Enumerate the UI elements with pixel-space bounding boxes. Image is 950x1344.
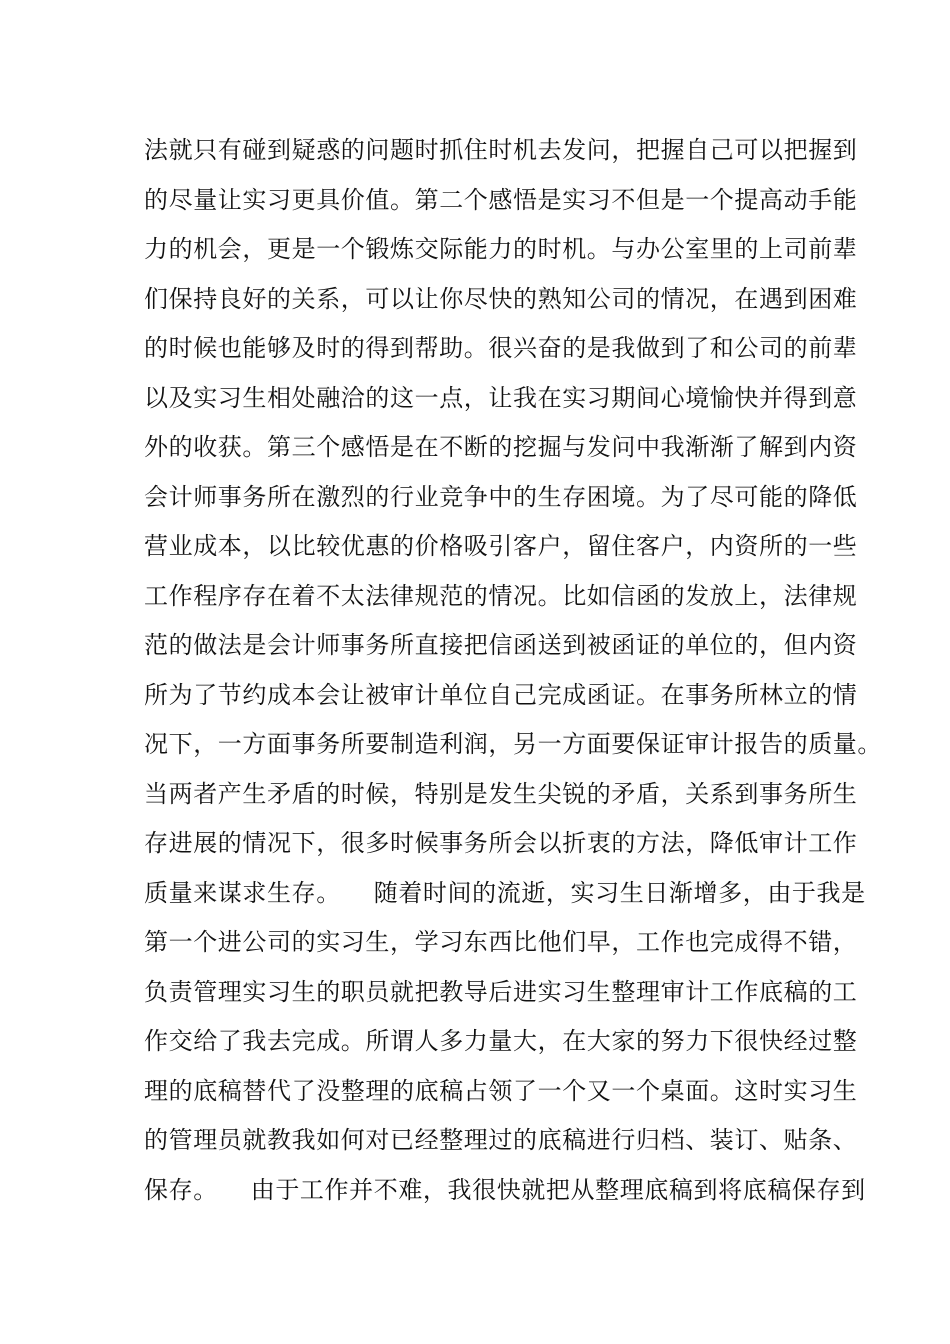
text-line: 的尽量让实习更具价值。第二个感悟是实习不但是一个提高动手能 (144, 185, 858, 214)
text-line: 外的收获。第三个感悟是在不断的挖掘与发问中我渐渐了解到内资 (144, 433, 858, 461)
text-line: 的时候也能够及时的得到帮助。很兴奋的是我做到了和公司的前辈 (144, 334, 858, 362)
text-line: 所为了节约成本会让被审计单位自己完成函证。在事务所林立的情 (144, 680, 858, 709)
text-line: 第一个进公司的实习生，学习东西比他们早，工作也完成得不错， (144, 928, 858, 956)
text-line: 理的底稿替代了没整理的底稿占领了一个又一个桌面。这时实习生 (144, 1076, 858, 1105)
body-text (144, 126, 882, 1215)
text-line: 力的机会，更是一个锻炼交际能力的时机。与办公室里的上司前辈 (144, 235, 858, 263)
text-line: 负责管理实习生的职员就把教导后进实习生整理审计工作底稿的工 (144, 977, 858, 1006)
text-line: 营业成本，以比较优惠的价格吸引客户，留住客户，内资所的一些 (144, 532, 858, 560)
text-line: 们保持良好的关系，可以让你尽快的熟知公司的情况，在遇到困难 (144, 284, 858, 313)
text-line: 况下，一方面事务所要制造利润，另一方面要保证审计报告的质量。 (144, 730, 882, 758)
text-line: 以及实习生相处融洽的这一点，让我在实习期间心境愉快并得到意 (144, 383, 858, 412)
text-line: 作交给了我去完成。所谓人多力量大，在大家的努力下很快经过整 (144, 1027, 858, 1055)
text-line: 范的做法是会计师事务所直接把信函送到被函证的单位的，但内资 (144, 631, 858, 659)
text-line: 会计师事务所在激烈的行业竞争中的生存困境。为了尽可能的降低 (144, 482, 858, 511)
text-line: 存进展的情况下，很多时候事务所会以折衷的方法，降低审计工作 (144, 829, 858, 857)
text-line: 的管理员就教我如何对已经整理过的底稿进行归档、装订、贴条、 (144, 1126, 858, 1154)
text-line: 保存。 由于工作并不难，我很快就把从整理底稿到将底稿保存到 (144, 1175, 866, 1204)
text-line: 质量来谋求生存。 随着时间的流逝，实习生日渐增多，由于我是 (144, 878, 866, 907)
text-line: 法就只有碰到疑惑的问题时抓住时机去发问，把握自己可以把握到 (144, 136, 858, 164)
text-line: 当两者产生矛盾的时候，特别是发生尖锐的矛盾，关系到事务所生 (144, 779, 858, 808)
text-line: 工作程序存在着不太法律规范的情况。比如信函的发放上，法律规 (144, 581, 858, 610)
